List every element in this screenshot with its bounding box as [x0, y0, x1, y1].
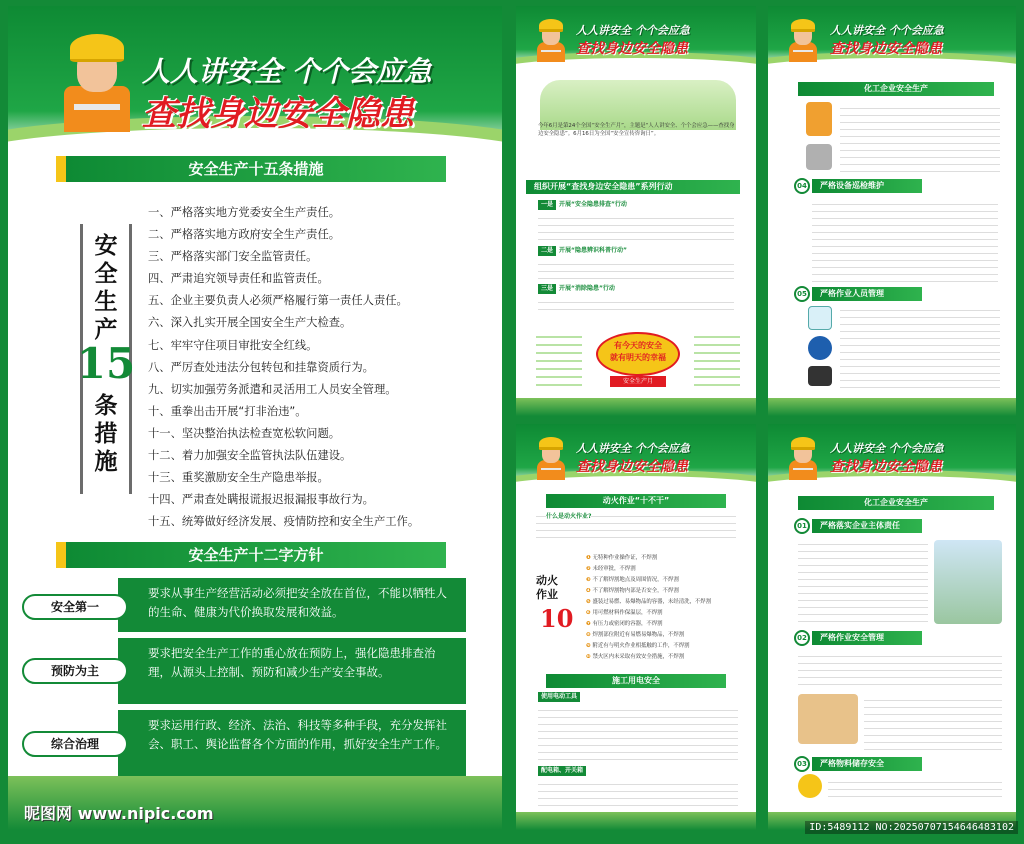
text-lines — [812, 198, 998, 286]
list-item: ❹ 不了解焊割物内部是否安全，不焊割 — [586, 588, 679, 594]
text-lines — [538, 296, 734, 316]
list-item: ❾ 附近有与明火作业相抵触的工作，不焊割 — [586, 643, 690, 649]
vertical-number: 15 — [76, 339, 136, 388]
list-item: 七、牢牢守住项目审批安全红线。 — [148, 338, 318, 352]
text-safety-first: 要求从事生产经营活动必须把安全放在首位，不能以牺牲人的生命、健康为代价换取发展和效益。 — [118, 578, 466, 632]
list-item: 三、严格落实部门安全监管责任。 — [148, 250, 318, 264]
number-badge: 04 — [794, 178, 810, 194]
text-lines — [864, 694, 1002, 750]
worker-icon — [62, 26, 132, 132]
poster-title: 查找身边安全隐患 — [576, 41, 688, 57]
slogan: 人人讲安全 个个会应急 — [830, 442, 944, 455]
text-lines — [840, 304, 1000, 390]
text-prevention: 要求把安全生产工作的重心放在预防上，强化隐患排查治理，从源头上控制、预防和减少生产安全事故。 — [118, 638, 466, 704]
text-lines — [538, 212, 734, 240]
poster-title: 查找身边安全隐患 — [830, 41, 942, 57]
list-item: ❸ 不了解焊割地点及周围情况，不焊割 — [586, 577, 679, 583]
list-item: ❽ 焊割部位附近有易燃易爆物品，不焊割 — [586, 632, 685, 638]
banner-line-1: 有今天的安全 — [614, 341, 662, 350]
section-bar: 化工企业安全生产 — [798, 82, 994, 96]
worker-icon — [536, 434, 566, 480]
poster-c — [516, 424, 756, 830]
list-item: 八、严厉查处违法分包转包和挂靠资质行为。 — [148, 360, 374, 374]
chemical-bottles-icon — [798, 694, 858, 744]
list-item: ❿ 禁火区内未采取有效安全措施，不焊割 — [586, 654, 685, 660]
protective-suit-icon — [808, 336, 832, 360]
step-2: 二是 开展“隐患辨识科普行动” — [538, 246, 627, 256]
slogan: 人人讲安全 个个会应急 — [576, 24, 690, 37]
text-lines — [798, 538, 928, 628]
slogan: 人人讲安全 个个会应急 — [576, 442, 690, 455]
tag-prevention: 预防为主 — [22, 658, 128, 684]
item-bar: 严格物料储存安全 — [812, 757, 922, 771]
list-item: 九、切实加强劳务派遣和灵活用工人员安全管理。 — [148, 382, 397, 396]
item-bar: 严格作业安全管理 — [812, 631, 922, 645]
sub-heading: 使用电动工具 — [538, 692, 583, 702]
list-item: 五、企业主要负责人必须严格履行第一责任人责任。 — [148, 294, 408, 308]
list-item: 四、严肃追究领导责任和监管责任。 — [148, 272, 329, 286]
measure-list — [148, 202, 498, 533]
text-comprehensive: 要求运用行政、经济、法治、科技等多种手段，充分发挥社会、职工、舆论监督各个方面的作用，抓好安全生产工作。 — [118, 710, 466, 776]
factory-icon — [934, 540, 1002, 624]
graduation-icon — [808, 366, 832, 386]
list-item: 十四、严肃查处瞒报谎报迟报漏报事故行为。 — [148, 493, 374, 507]
fifteen-section-title: 安全生产十五条措施 — [56, 156, 446, 182]
list-item: ❶ 无特种作业操作证，不焊割 — [586, 555, 658, 561]
number-badge: 05 — [794, 286, 810, 302]
twelve-section-title: 安全生产十二字方针 — [56, 542, 446, 568]
list-item: 六、深入扎实开展全国安全生产大检查。 — [148, 316, 352, 330]
text-lines — [538, 704, 738, 760]
worker-icon — [536, 16, 566, 62]
panel-footer — [516, 812, 756, 830]
list-item: ❼ 有压力或密闭的容器，不焊割 — [586, 621, 663, 627]
section-bar: 化工企业安全生产 — [798, 496, 994, 510]
item-bar: 严格落实企业主体责任 — [812, 519, 922, 533]
poster-a — [516, 6, 756, 416]
section-bar: 组织开展“查找身边安全隐患”系列行动 — [526, 180, 740, 194]
id-text: ID:5489112 NO:20250707154646483102 — [805, 821, 1018, 834]
main-poster — [8, 6, 502, 830]
medical-icon — [808, 306, 832, 330]
number-badge: 02 — [794, 630, 810, 646]
worker-icon — [788, 16, 818, 62]
banner-line-2: 就有明天的幸福 — [610, 353, 666, 362]
vertical-title-top: 安全生产 — [94, 233, 118, 343]
storage-icon — [798, 774, 822, 798]
list-item: ❷ 未经审批，不焊割 — [586, 566, 636, 572]
text-lines — [798, 650, 1002, 690]
ten-badge: 10 — [540, 604, 574, 633]
poster-title: 查找身边安全隐患 — [142, 94, 414, 134]
text-lines — [840, 102, 1000, 176]
poster-title: 查找身边安全隐患 — [576, 459, 688, 475]
slogan: 人人讲安全 个个会应急 — [142, 55, 432, 88]
step-3: 三是 开展“消除隐患”行动 — [538, 284, 615, 294]
watermark: 昵图网 www.nipic.com — [24, 804, 214, 823]
step-1: 一是 开展“安全隐患排查”行动 — [538, 200, 627, 210]
tag-comprehensive: 综合治理 — [22, 731, 128, 757]
text-lines — [538, 778, 738, 806]
label-work: 作业 — [536, 588, 558, 601]
list-item: 二、严格落实地方政府安全生产责任。 — [148, 228, 341, 242]
worker-icon — [788, 434, 818, 480]
sub-heading: 配电箱、开关箱 — [538, 766, 589, 776]
banner-emblem — [586, 332, 690, 390]
number-badge: 01 — [794, 518, 810, 534]
side-text-right — [694, 330, 740, 386]
item-bar: 严格设备巡检维护 — [812, 179, 922, 193]
list-item: 十、重拳出击开展“打非治违”。 — [148, 404, 307, 418]
rules-list — [586, 554, 750, 664]
slogan: 人人讲安全 个个会应急 — [830, 24, 944, 37]
poster-d — [768, 424, 1016, 830]
list-item: 十二、着力加强安全监管执法队伍建设。 — [148, 449, 352, 463]
poster-title: 查找身边安全隐患 — [830, 459, 942, 475]
vertical-title-bottom: 条措施 — [94, 393, 118, 475]
list-item: 十一、坚决整治执法检查宽松软问题。 — [148, 426, 341, 440]
tag-safety-first: 安全第一 — [22, 594, 128, 620]
machine-icon — [806, 144, 832, 170]
list-item: 一、严格落实地方党委安全生产责任。 — [148, 206, 341, 219]
panel-footer — [516, 398, 756, 416]
thermometer-icon — [806, 102, 832, 136]
poster-b — [768, 6, 1016, 416]
banner-line-3: 安全生产月 — [610, 376, 666, 387]
list-item: ❺ 盛装过易燃、易爆物品的容器，未经清洗，不焊割 — [586, 599, 712, 605]
side-text-left — [536, 330, 582, 386]
list-item: 十三、重奖激励安全生产隐患举报。 — [148, 471, 329, 485]
list-item: ❻ 用可燃材料作保温层，不焊割 — [586, 610, 663, 616]
section-bar: 动火作业“十不干” — [546, 494, 726, 508]
number-badge: 03 — [794, 756, 810, 772]
list-item: 十五、统筹做好经济发展、疫情防控和安全生产工作。 — [148, 515, 420, 529]
text-lines — [828, 776, 1002, 800]
question: 什么是动火作业? — [546, 513, 592, 520]
item-bar: 严格作业人员管理 — [812, 287, 922, 301]
intro-text: 今年6月是第24个全国“安全生产月”，主题是“人人讲安全、个个会应急——查找身边安全隐患”。6月16日为全国“安全宣传咨询日”。 — [538, 123, 735, 137]
section-bar: 施工用电安全 — [546, 674, 726, 688]
text-lines — [538, 258, 734, 280]
panel-footer — [768, 398, 1016, 416]
label-fire: 动火 — [536, 574, 558, 587]
